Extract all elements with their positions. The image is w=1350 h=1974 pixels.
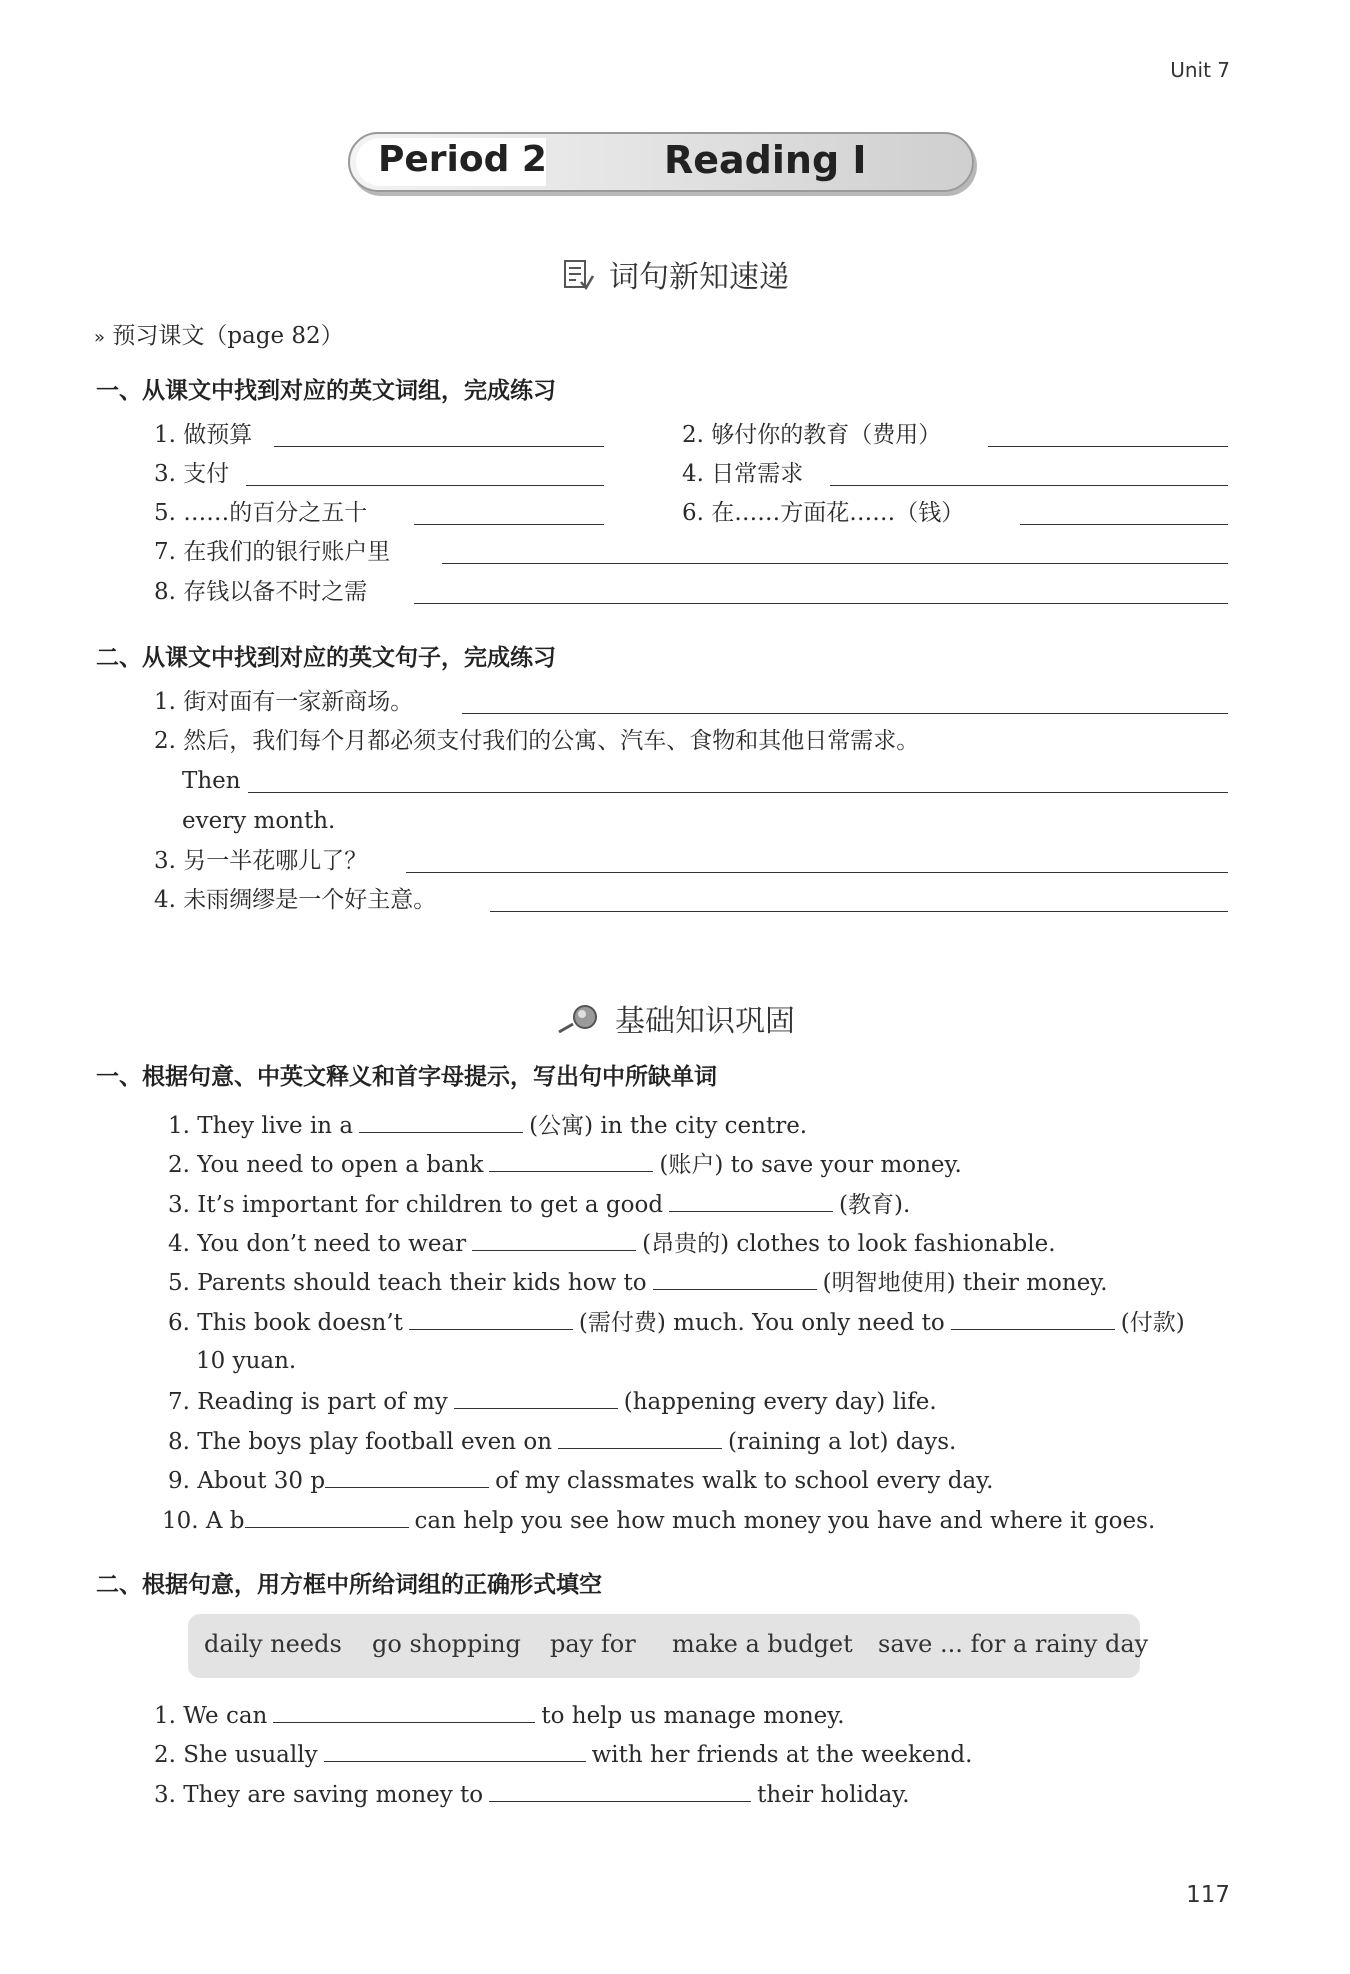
answer-blank[interactable] (245, 1503, 409, 1528)
phrase-item: 7. 在我们的银行账户里 (154, 539, 391, 565)
exercise-item: 9. About 30 p of my classmates walk to school every day. (168, 1463, 993, 1497)
phrase-item: 4. 日常需求 (682, 461, 804, 487)
answer-blank[interactable] (273, 1698, 535, 1723)
answer-blank[interactable] (414, 524, 604, 525)
section-title-vocab: 词句新知速递 (0, 252, 1350, 300)
page-number: 117 (1186, 1882, 1230, 1908)
answer-blank[interactable] (830, 485, 1228, 486)
basics-part2-heading: 二、根据句意，用方框中所给词组的正确形式填空 (96, 1572, 602, 1598)
chevron-icon: » (94, 327, 106, 348)
answer-blank[interactable] (406, 872, 1228, 873)
answer-blank[interactable] (409, 1305, 573, 1330)
answer-blank[interactable] (653, 1265, 817, 1290)
exercise-item: 10. A b can help you see how much money you have and where it goes. (162, 1503, 1155, 1537)
period-banner (348, 132, 974, 192)
exercise-item: 5. Parents should teach their kids how to (明智地使用) their money. (168, 1265, 1108, 1299)
exercise-item: 3. They are saving money to their holiday. (154, 1777, 910, 1811)
exercise-item: 7. Reading is part of my (happening every day) life. (168, 1384, 937, 1418)
answer-blank[interactable] (414, 603, 1228, 604)
answer-blank[interactable] (489, 1777, 751, 1802)
word-bank-phrase: pay for (550, 1630, 636, 1658)
exercise-item: 8. The boys play football even on (raining a lot) days. (168, 1424, 956, 1458)
exercise-item: 2. You need to open a bank (账户) to save your money. (168, 1147, 962, 1181)
basics-part1-heading: 一、根据句意、中英文释义和首字母提示，写出句中所缺单词 (96, 1064, 717, 1090)
phrase-item: 1. 做预算 (154, 422, 253, 448)
word-bank-phrase: go shopping (372, 1630, 521, 1658)
then-label: Then (182, 768, 241, 794)
answer-blank[interactable] (274, 446, 604, 447)
answer-blank[interactable] (558, 1424, 722, 1449)
unit-label: Unit 7 (1170, 58, 1230, 82)
answer-blank[interactable] (462, 713, 1228, 714)
notepad-icon (561, 258, 595, 300)
answer-blank[interactable] (324, 1737, 586, 1762)
part2-heading: 二、从课文中找到对应的英文句子，完成练习 (96, 645, 556, 671)
answer-blank[interactable] (669, 1187, 833, 1212)
answer-blank[interactable] (454, 1384, 618, 1409)
word-bank-phrase: save ... for a rainy day (878, 1630, 1149, 1658)
sentence-item: 1. 街对面有一家新商场。 (154, 689, 414, 715)
answer-blank[interactable] (490, 911, 1228, 912)
word-bank-phrase: daily needs (204, 1630, 342, 1658)
phrase-item: 2. 够付你的教育（费用） (682, 422, 942, 448)
section-title-basics: 基础知识巩固 (0, 996, 1350, 1044)
exercise-item: 1. They live in a (公寓) in the city centre. (168, 1108, 807, 1142)
sentence-item: 3. 另一半花哪儿了？ (154, 848, 368, 874)
answer-blank[interactable] (248, 792, 1228, 793)
answer-blank[interactable] (359, 1108, 523, 1133)
sentence-item: 2. 然后，我们每个月都必须支付我们的公寓、汽车、食物和其他日常需求。 (154, 728, 920, 754)
answer-blank[interactable] (246, 485, 604, 486)
exercise-continuation: 10 yuan. (196, 1348, 297, 1374)
sentence-item: 4. 未雨绸缪是一个好主意。 (154, 887, 437, 913)
answer-blank[interactable] (489, 1147, 653, 1172)
exercise-item: 6. This book doesn’t (需付费) much. You only need to (付款) (168, 1305, 1185, 1339)
preview-label: » 预习课文（page 82） (94, 323, 344, 349)
magnifier-icon (555, 1002, 601, 1044)
answer-blank[interactable] (988, 446, 1228, 447)
exercise-item: 1. We can to help us manage money. (154, 1698, 845, 1732)
exercise-item: 4. You don’t need to wear (昂贵的) clothes to look fashionable. (168, 1226, 1056, 1260)
word-bank (188, 1614, 1149, 1678)
answer-blank[interactable] (325, 1463, 489, 1488)
word-bank-phrase: make a budget (672, 1630, 853, 1658)
answer-blank[interactable] (442, 563, 1228, 564)
phrase-item: 8. 存钱以备不时之需 (154, 579, 368, 605)
lesson-title: Reading I (664, 138, 867, 182)
exercise-item: 3. It’s important for children to get a good (教育). (168, 1187, 910, 1221)
answer-blank[interactable] (472, 1226, 636, 1251)
phrase-item: 5. ……的百分之五十 (154, 500, 368, 526)
answer-blank[interactable] (951, 1305, 1115, 1330)
phrase-item: 6. 在……方面花……（钱） (682, 500, 965, 526)
exercise-item: 2. She usually with her friends at the weekend. (154, 1737, 972, 1771)
answer-blank[interactable] (1020, 524, 1228, 525)
every-month-label: every month. (182, 808, 336, 834)
part1-heading: 一、从课文中找到对应的英文词组，完成练习 (96, 378, 556, 404)
period-label: Period 2 (378, 139, 547, 180)
phrase-item: 3. 支付 (154, 461, 230, 487)
